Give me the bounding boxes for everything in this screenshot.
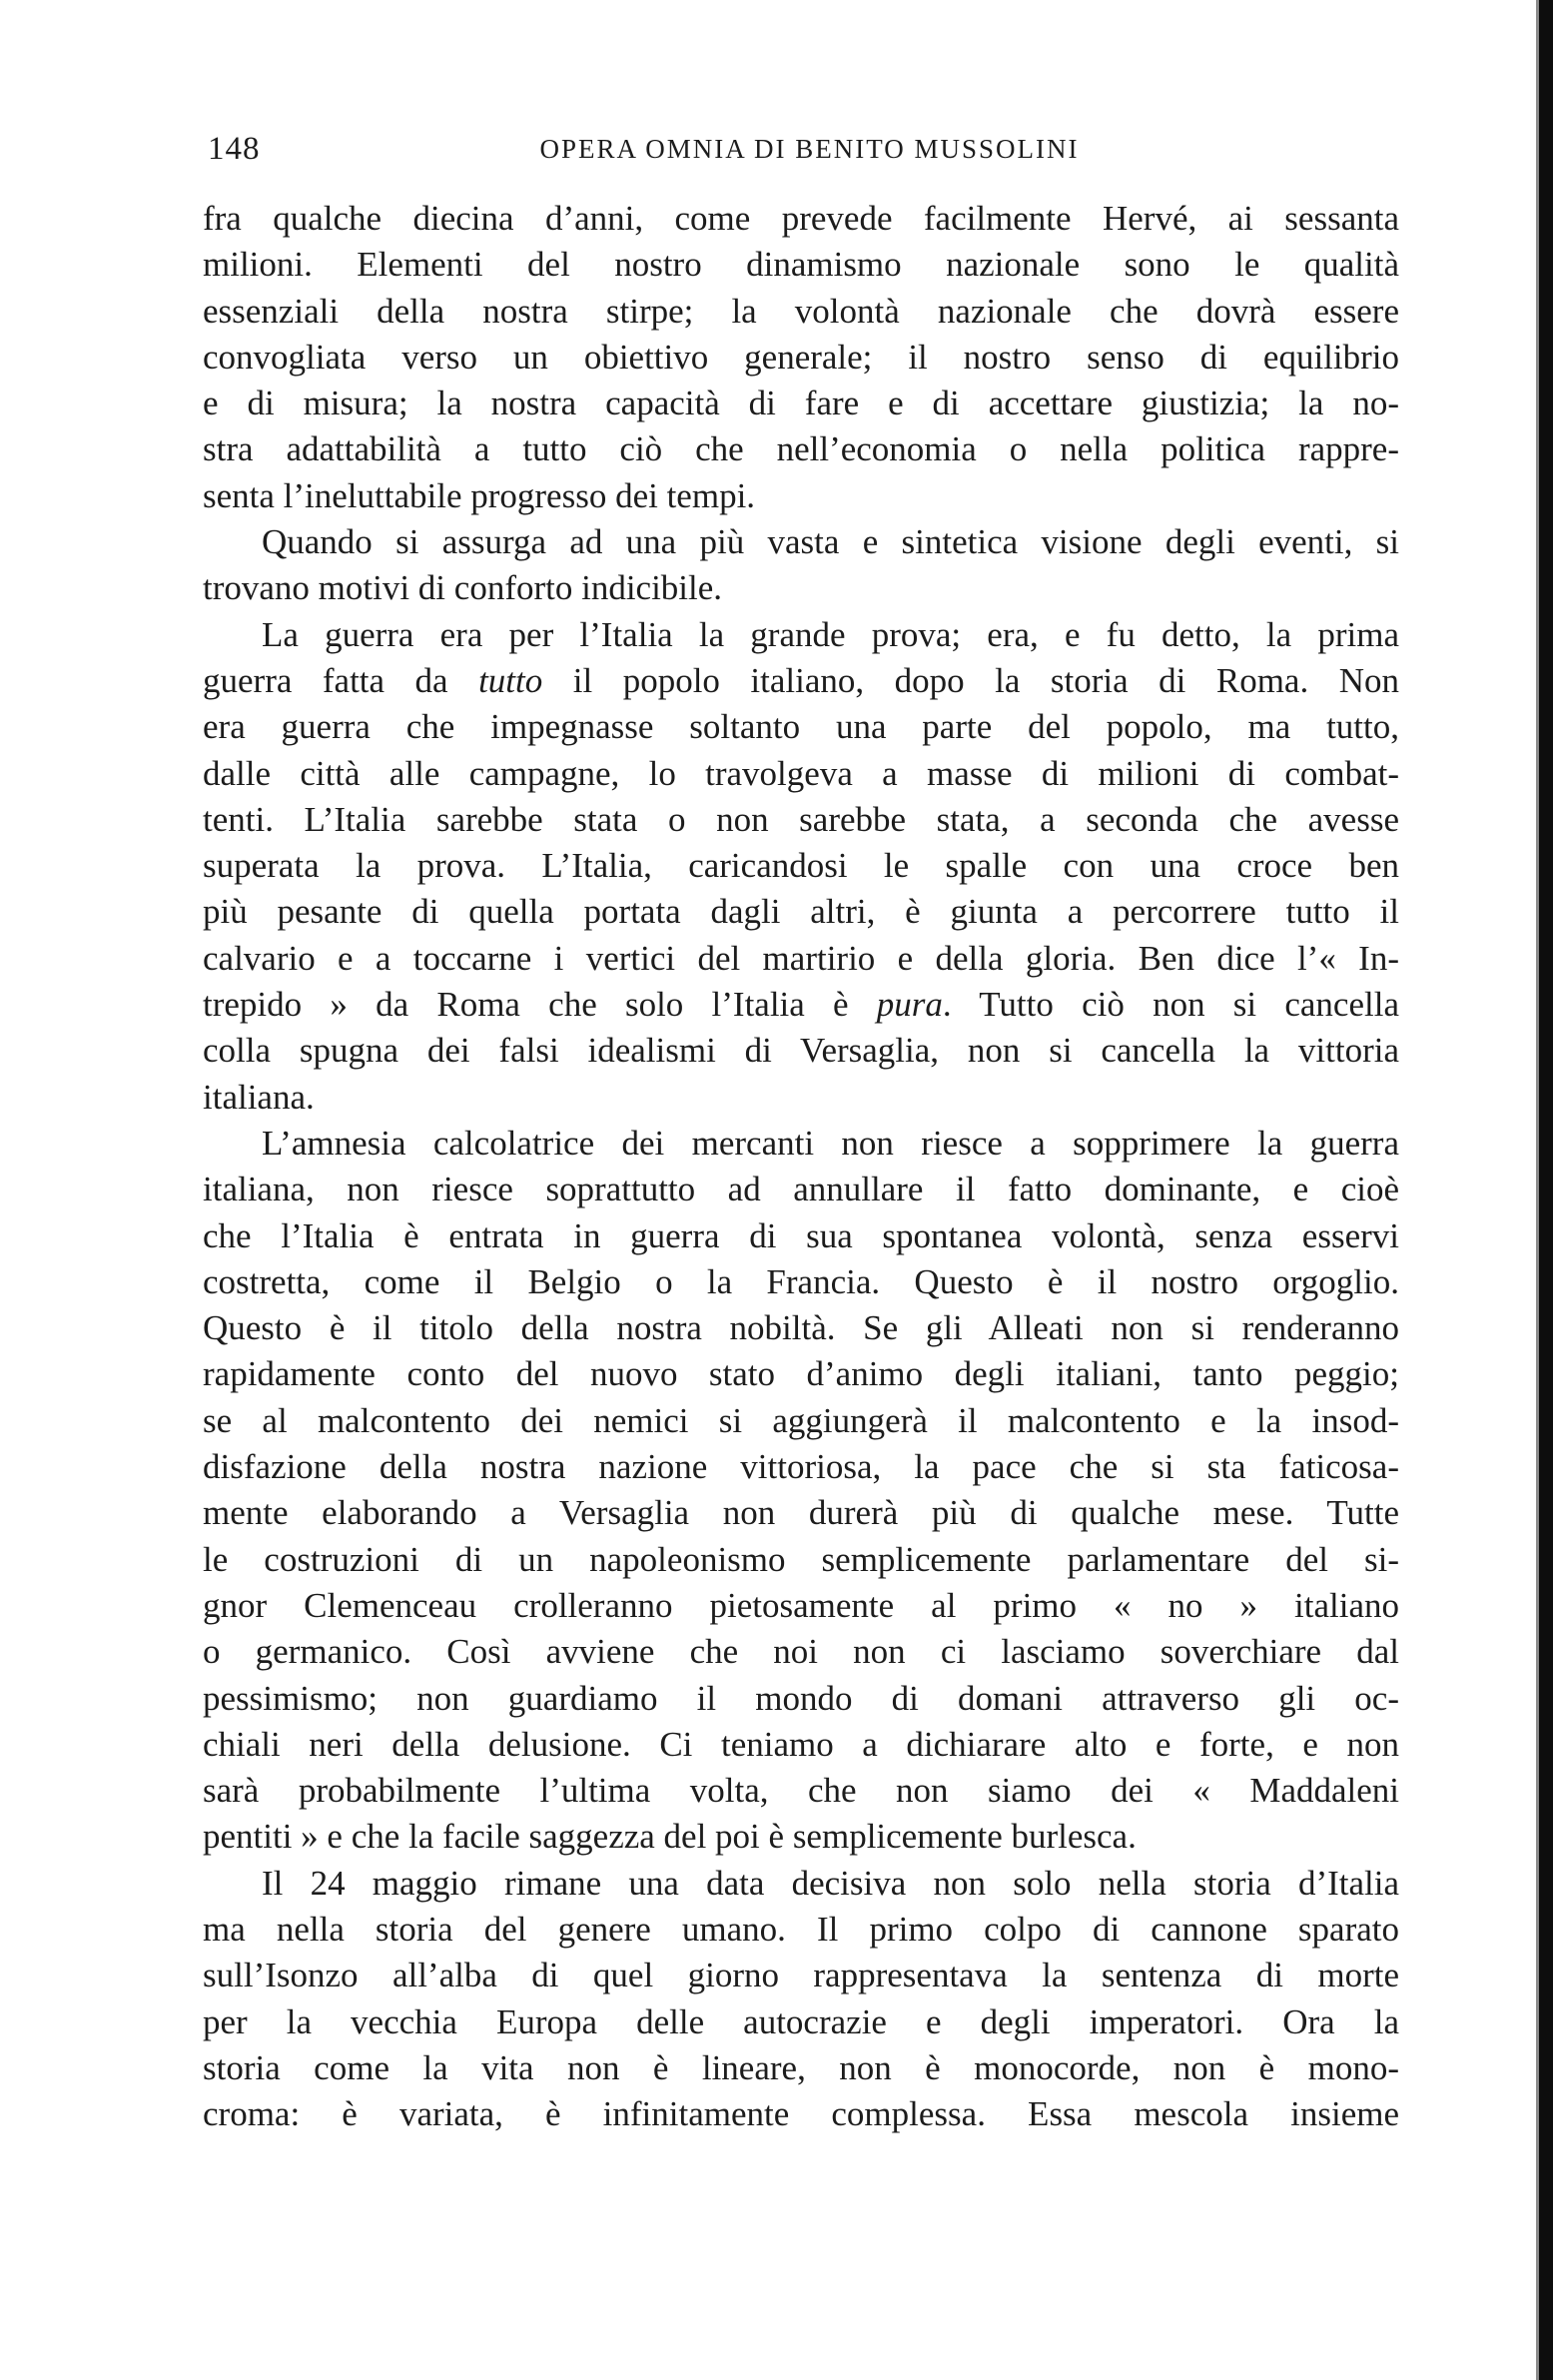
text-run: ma nella storia del genere umano. Il primo colpo di cannone sparato	[203, 1909, 1399, 1949]
text-run: senta l’ineluttabile progresso dei tempi.	[203, 475, 756, 515]
text-run: il popolo italiano, dopo la storia di Roma. Non	[542, 660, 1399, 700]
text-run: più pesante di quella portata dagli altri, è giunta a percorrere tutto il	[203, 892, 1399, 932]
text-line	[203, 1861, 1399, 1907]
body-text	[203, 196, 1399, 2137]
paragraph	[203, 1861, 1399, 2138]
text-run: essenziali della nostra stirpe; la volontà nazionale che dovrà essere	[203, 291, 1399, 331]
text-line	[203, 658, 1399, 704]
text-line	[203, 1490, 1399, 1536]
text-line	[203, 1075, 1399, 1121]
text-run: rapidamente conto del nuovo stato d’animo degli italiani, tanto peggio;	[203, 1354, 1399, 1394]
text-run: milioni. Elementi del nostro dinamismo nazionale sono le qualità	[203, 245, 1399, 285]
text-run: le costruzioni di un napoleonismo semplicemente parlamentare del si-	[203, 1539, 1399, 1579]
text-run: dalle città alle campagne, lo travolgeva a masse di milioni di combat-	[203, 753, 1399, 793]
text-line	[203, 751, 1399, 797]
text-line	[203, 1167, 1399, 1212]
text-run: se al malcontento dei nemici si aggiungerà il malcontento e la insod-	[203, 1400, 1399, 1440]
text-line	[203, 1305, 1399, 1351]
text-line	[203, 1351, 1399, 1397]
text-line	[203, 1999, 1399, 2045]
text-run: La guerra era per l’Italia la grande prova; era, e fu detto, la prima	[262, 614, 1399, 654]
text-run: trepido » da Roma che solo l’Italia è	[203, 985, 877, 1025]
text-run: mente elaborando a Versaglia non durerà più di qualche mese. Tutte	[203, 1493, 1399, 1533]
text-line	[203, 473, 1399, 519]
text-line	[203, 1722, 1399, 1768]
text-line	[203, 426, 1399, 472]
text-line	[203, 843, 1399, 889]
text-run: trovano motivi di conforto indicibile.	[203, 568, 723, 608]
emphasized-word: pura	[876, 985, 943, 1025]
text-run: disfazione della nostra nazione vittoriosa, la pace che si sta faticosa-	[203, 1447, 1399, 1487]
text-run: italiana.	[203, 1077, 315, 1117]
text-line	[203, 982, 1399, 1028]
text-run: colla spugna dei falsi idealismi di Versaglia, non si cancella la vittoria	[203, 1031, 1399, 1071]
text-line	[203, 242, 1399, 288]
text-run: e di misura; la nostra capacità di fare e di accettare giustizia; la no-	[203, 384, 1399, 423]
text-run: che l’Italia è entrata in guerra di sua spontanea volontà, senza esservi	[203, 1215, 1399, 1255]
text-line	[203, 2091, 1399, 2137]
text-run: sarà probabilmente l’ultima volta, che non siamo dei « Maddaleni	[203, 1771, 1399, 1811]
text-line	[203, 289, 1399, 335]
text-run: superata la prova. L’Italia, caricandosi le spalle con una croce ben	[203, 846, 1399, 886]
text-line	[203, 381, 1399, 426]
text-run: L’amnesia calcolatrice dei mercanti non riesce a sopprimere la guerra	[262, 1123, 1399, 1163]
text-line	[203, 1398, 1399, 1444]
running-title: OPERA OMNIA DI BENITO MUSSOLINI	[539, 134, 1080, 164]
text-line	[203, 519, 1399, 565]
text-run: era guerra che impegnasse soltanto una parte del popolo, ma tutto,	[203, 707, 1399, 747]
text-run: calvario e a toccarne i vertici del martirio e della gloria. Ben dice l’« In-	[203, 938, 1399, 978]
text-run: convogliata verso un obiettivo generale; il nostro senso di equilibrio	[203, 337, 1399, 377]
text-line	[203, 1028, 1399, 1074]
text-run: storia come la vita non è lineare, non è monocorde, non è mono-	[203, 2047, 1399, 2087]
text-run: costretta, come il Belgio o la Francia. Questo è il nostro orgoglio.	[203, 1261, 1399, 1301]
text-run: tenti. L’Italia sarebbe stata o non sarebbe stata, a seconda che avesse	[203, 799, 1399, 839]
text-run: o germanico. Così avviene che noi non ci lasciamo soverchiare dal	[203, 1632, 1399, 1672]
page-edge	[1539, 0, 1553, 2380]
text-line	[203, 612, 1399, 658]
text-line	[203, 1768, 1399, 1814]
text-line	[203, 1444, 1399, 1490]
text-line	[203, 1213, 1399, 1259]
text-line	[203, 1583, 1399, 1629]
text-line	[203, 936, 1399, 982]
text-line	[203, 196, 1399, 242]
text-run: fra qualche diecina d’anni, come prevede facilmente Hervé, ai sessanta	[203, 199, 1399, 238]
text-line	[203, 704, 1399, 750]
text-line	[203, 1814, 1399, 1860]
text-run: sull’Isonzo all’alba di quel giorno rappresentava la sentenza di morte	[203, 1956, 1399, 1995]
page-number: 148	[208, 131, 261, 167]
text-run: gnor Clemenceau crolleranno pietosamente al primo « no » italiano	[203, 1585, 1399, 1625]
text-run: pessimismo; non guardiamo il mondo di domani attraverso gli oc-	[203, 1678, 1399, 1718]
text-run: per la vecchia Europa delle autocrazie e degli imperatori. Ora la	[203, 2001, 1399, 2041]
text-line	[203, 565, 1399, 611]
text-line	[203, 335, 1399, 381]
text-run: Questo è il titolo della nostra nobiltà. Se gli Alleati non si renderanno	[203, 1308, 1399, 1348]
paragraph	[203, 196, 1399, 519]
text-run: pentiti » e che la facile saggezza del poi è semplicemente burlesca.	[203, 1817, 1137, 1857]
paragraph	[203, 612, 1399, 1121]
text-run: guerra fatta da	[203, 660, 479, 700]
text-run: . Tutto ciò non si cancella	[942, 985, 1399, 1025]
text-line	[203, 2045, 1399, 2091]
text-line	[203, 1537, 1399, 1583]
text-line	[203, 797, 1399, 843]
text-run: chiali neri della delusione. Ci teniamo a dichiarare alto e forte, e non	[203, 1724, 1399, 1764]
text-line	[203, 1629, 1399, 1675]
text-run: Quando si assurga ad una più vasta e sintetica visione degli eventi, si	[262, 522, 1399, 562]
text-line	[203, 1953, 1399, 1998]
text-line	[203, 1676, 1399, 1722]
text-run: italiana, non riesce soprattutto ad annullare il fatto dominante, e cioè	[203, 1170, 1399, 1209]
paragraph	[203, 519, 1399, 612]
text-run: stra adattabilità a tutto ciò che nell’economia o nella politica rappre-	[203, 429, 1399, 469]
running-header	[208, 124, 1411, 174]
text-line	[203, 889, 1399, 935]
paragraph	[203, 1121, 1399, 1861]
text-run: croma: è variata, è infinitamente complessa. Essa mescola insieme	[203, 2094, 1399, 2134]
emphasized-word: tutto	[478, 660, 543, 700]
text-line	[203, 1907, 1399, 1953]
text-line	[203, 1259, 1399, 1305]
text-run: Il 24 maggio rimane una data decisiva non solo nella storia d’Italia	[262, 1863, 1399, 1903]
text-line	[203, 1121, 1399, 1167]
